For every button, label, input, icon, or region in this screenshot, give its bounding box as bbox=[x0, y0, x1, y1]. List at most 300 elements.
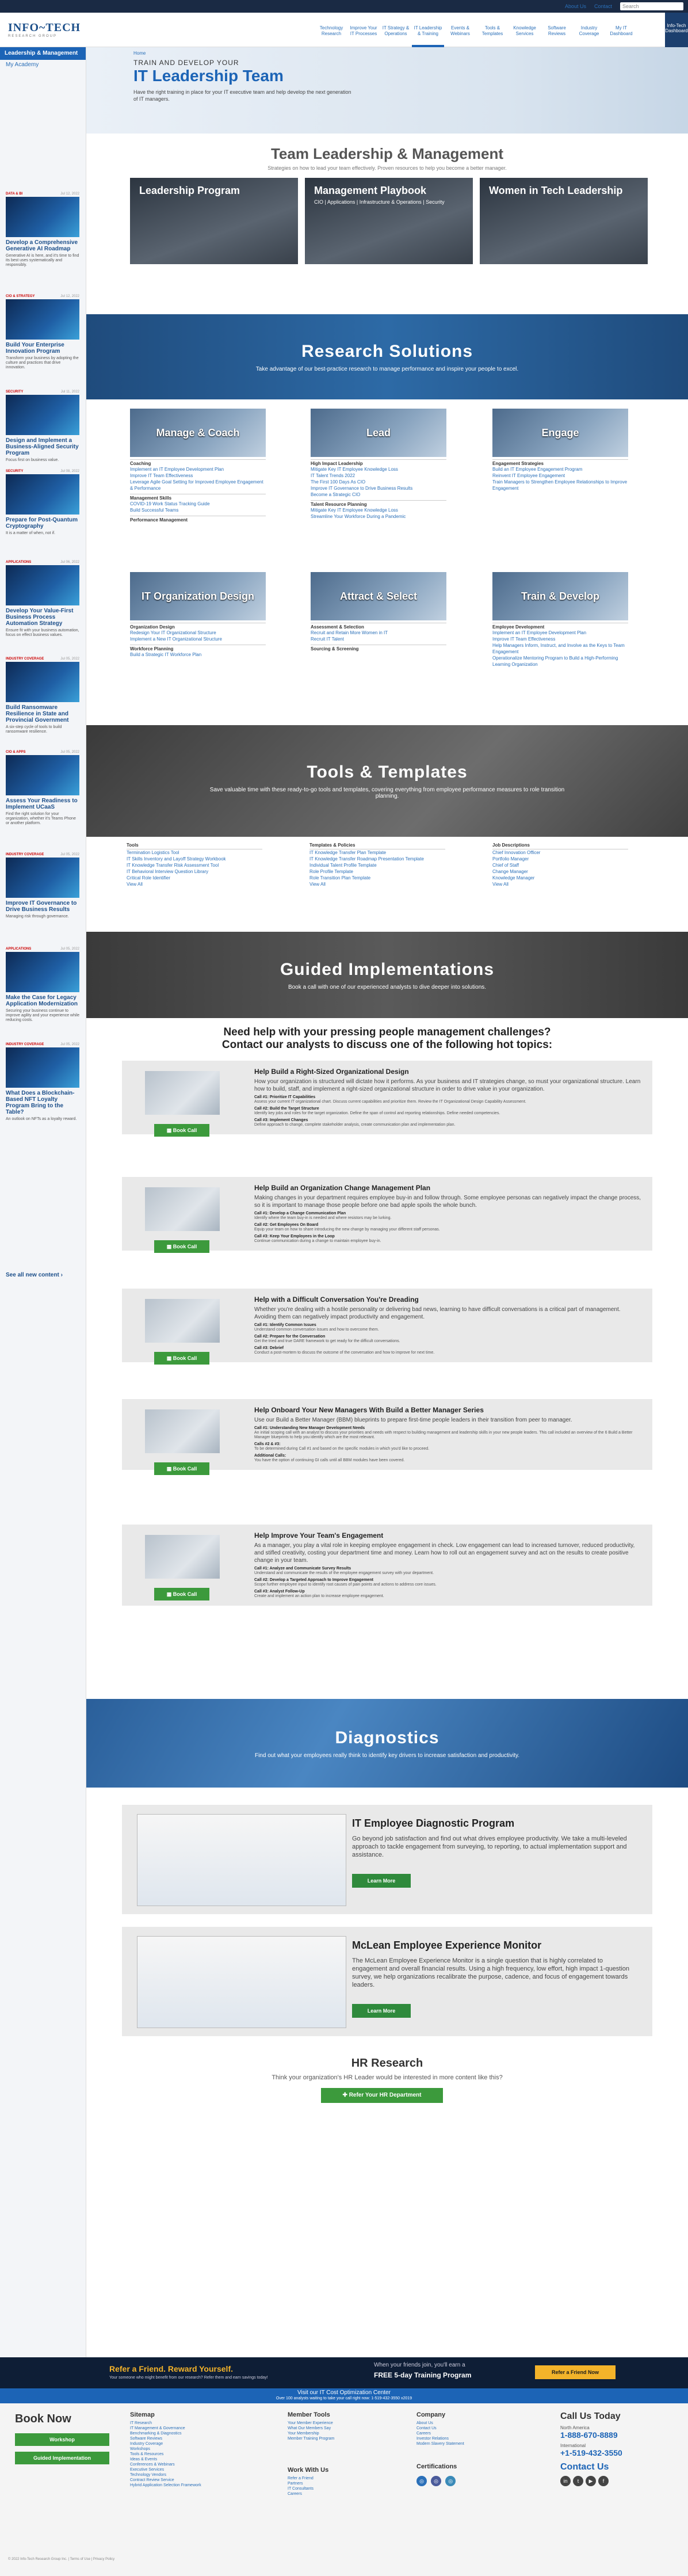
card-meta bbox=[6, 192, 79, 196]
research-block-title[interactable]: Lead bbox=[311, 409, 446, 457]
research-link[interactable]: Build a Strategic IT Workforce Plan bbox=[130, 652, 202, 657]
nav-item[interactable]: Industry Coverage bbox=[579, 25, 599, 36]
footer-work-link[interactable]: Refer a Friend bbox=[288, 2476, 314, 2480]
card-tag: CIO & APPS bbox=[6, 750, 26, 754]
tools-link[interactable]: IT Knowledge Transfer Roadmap Presentation Template bbox=[309, 856, 424, 862]
research-group-heading: Engagement Strategies bbox=[492, 459, 628, 466]
card-title[interactable]: Develop Your Value-First Business Process Automation Strategy bbox=[6, 608, 74, 627]
tools-link[interactable]: IT Skills Inventory and Layoff Strategy Workbook bbox=[127, 856, 226, 862]
phone-intl-link[interactable]: +1-519-432-3550 bbox=[560, 2448, 622, 2457]
footer-company-link[interactable]: Contact Us bbox=[416, 2426, 437, 2430]
logo[interactable]: INFO~TECH RESEARCH GROUP bbox=[8, 21, 81, 38]
footer-member-tools: Member Tools Your Member Experience What Our Members Say Your Membership Member Training Program bbox=[288, 2411, 335, 2441]
about-link[interactable]: About Us bbox=[564, 3, 586, 9]
sidebar-card[interactable] bbox=[6, 657, 79, 734]
research-group-heading: Assessment & Selection bbox=[311, 623, 446, 630]
tools-column bbox=[492, 843, 628, 887]
nav-item[interactable]: IT Strategy & Operations bbox=[382, 25, 410, 36]
tools-link[interactable]: Individual Talent Profile Template bbox=[309, 863, 377, 868]
sidebar-card[interactable] bbox=[6, 295, 79, 370]
guided-card-title: Help Build a Right-Sized Organizational Design bbox=[254, 1068, 409, 1076]
book-call-button[interactable] bbox=[154, 1462, 209, 1475]
team-leadership-section bbox=[86, 134, 688, 314]
refer-banner bbox=[0, 2357, 688, 2388]
guided-card-description: Making changes in your department requires employee buy-in and follow through. Some employee personas can negatively impact the change process, so it is important to manage those people before one bad apple spoils the whole bunch. bbox=[254, 1195, 641, 1209]
card-thumbnail[interactable] bbox=[6, 952, 79, 992]
guided-call-title: Call #3: Keep Your Employees in the Loop bbox=[254, 1234, 335, 1239]
hero-kicker: TRAIN AND DEVELOP YOUR bbox=[133, 59, 239, 67]
card-meta bbox=[6, 750, 79, 754]
card-title[interactable]: Design and Implement a Business-Aligned Security Program bbox=[6, 437, 79, 456]
research-link[interactable]: Become a Strategic CIO bbox=[311, 492, 361, 497]
guided-call-title: Call #1: Prioritize IT Capabilities bbox=[254, 1095, 316, 1099]
footer-certifications: Certifications ◎ ◎ ◎ bbox=[416, 2463, 458, 2486]
section-title: Guided Implementations bbox=[280, 959, 495, 979]
card-title[interactable]: Develop a Comprehensive Generative AI Roadmap bbox=[6, 239, 78, 252]
guided-call bbox=[254, 1107, 643, 1116]
youtube-icon[interactable]: ▶ bbox=[586, 2476, 596, 2486]
contact-link[interactable]: Contact bbox=[594, 3, 612, 9]
card-thumbnail[interactable] bbox=[6, 1047, 79, 1088]
footer-sitemap-link[interactable]: Industry Coverage bbox=[130, 2442, 163, 2446]
linkedin-icon[interactable]: in bbox=[560, 2476, 571, 2486]
certification-badge-icon: ◎ bbox=[431, 2476, 441, 2486]
tools-link[interactable]: View All bbox=[309, 882, 326, 887]
card-tag: INDUSTRY COVERAGE bbox=[6, 853, 44, 856]
footer-call-us: Call Us Today North America 1-888-670-8889 International +1-519-432-3550 Contact Us in t ▶ f bbox=[560, 2411, 658, 2486]
sidebar-card[interactable] bbox=[6, 390, 79, 463]
book-call-button[interactable] bbox=[154, 1352, 209, 1365]
footer-company-link[interactable]: Modern Slavery Statement bbox=[416, 2442, 464, 2446]
guided-call-desc: An initial scoping call with an analyst to discuss your priorities and needs with respect to building management and leadership skills in your new people leaders. This call included an overview of the 6 Build a Better Manager blueprints to help you identify which are the most relevant. bbox=[254, 1431, 633, 1439]
nav-item[interactable]: IT Leadership & Training bbox=[412, 13, 444, 47]
footer-work-link[interactable]: IT Consultants bbox=[288, 2487, 314, 2491]
footer-work-with-us: Work With Us Refer a Friend Partners IT Consultants Careers bbox=[288, 2467, 329, 2496]
card-tag: INDUSTRY COVERAGE bbox=[6, 657, 44, 661]
guided-card-image bbox=[145, 1071, 220, 1115]
nav-item[interactable]: Events & Webinars bbox=[450, 25, 470, 36]
card-description: Transform your business by adopting the culture and practices that drive innovation. bbox=[6, 356, 79, 369]
footer-member-link[interactable]: Member Training Program bbox=[288, 2437, 335, 2441]
guided-call bbox=[254, 1454, 643, 1463]
footer-work-link[interactable]: Careers bbox=[288, 2492, 302, 2496]
guided-call-title: Call #1: Develop a Change Communication Plan bbox=[254, 1211, 346, 1215]
guided-card-image bbox=[145, 1535, 220, 1579]
guided-call-desc: Create and implement an action plan to increase employee engagement. bbox=[254, 1594, 384, 1598]
card-thumbnail[interactable] bbox=[6, 565, 79, 605]
research-link[interactable]: Recruit and Retain More Women in IT bbox=[311, 630, 388, 635]
guided-call bbox=[254, 1323, 643, 1332]
research-link[interactable]: Mitigate Key IT Employee Knowledge Loss bbox=[311, 467, 398, 472]
refer-reward: FREE 5-day Training Program bbox=[374, 2371, 472, 2379]
nav-item[interactable]: Technology Research bbox=[319, 25, 343, 36]
research-group-heading: Organization Design bbox=[130, 623, 266, 630]
tools-link[interactable]: Chief of Staff bbox=[492, 863, 519, 868]
tools-link[interactable]: IT Knowledge Transfer Risk Assessment Tool bbox=[127, 863, 219, 868]
calendar-icon: ▦ bbox=[166, 1355, 173, 1361]
guided-call bbox=[254, 1234, 643, 1244]
guided-call bbox=[254, 1426, 643, 1440]
guided-card-description: Whether you're dealing with a hostile personality or delivering bad news, learning to have difficult conversations is a critical part of management. Avoiding them can negatively impact productivity and engagement. bbox=[254, 1306, 621, 1320]
sidebar-card[interactable] bbox=[6, 947, 79, 1023]
research-block-title[interactable]: Manage & Coach bbox=[130, 409, 266, 457]
section-subtitle: Take advantage of our best-practice research to manage performance and inspire your people to excel. bbox=[255, 365, 519, 372]
guided-call-desc: Equip your team on how to share introducing the new change by managing your different staff personas. bbox=[254, 1228, 440, 1232]
program-card[interactable] bbox=[480, 178, 648, 264]
card-tag: DATA & BI bbox=[6, 192, 23, 196]
research-block-title[interactable]: Train & Develop bbox=[492, 572, 628, 620]
card-meta bbox=[6, 390, 79, 394]
research-group-heading: Talent Resource Planning bbox=[311, 500, 446, 507]
footer-company: Company About Us Contact Us Careers Investor Relations Modern Slavery Statement bbox=[416, 2411, 464, 2446]
footer-guided-button[interactable]: Guided Implementation bbox=[15, 2452, 109, 2464]
card-thumbnail[interactable] bbox=[6, 197, 79, 237]
diagnostics-banner bbox=[86, 1699, 688, 1788]
footer-sitemap-link[interactable]: Software Reviews bbox=[130, 2437, 163, 2441]
hero bbox=[86, 47, 688, 134]
guided-call-desc: To be determined during Call #1 and based on the specific modules in which you'd like to proceed. bbox=[254, 1447, 430, 1451]
guided-call-title: Call #3: Analyst Follow-Up bbox=[254, 1590, 305, 1594]
tools-link[interactable]: Critical Role Identifier bbox=[127, 875, 171, 881]
card-meta bbox=[6, 947, 79, 951]
footer-sitemap-link[interactable]: Tools & Resources bbox=[130, 2452, 164, 2456]
guided-call-title: Call #2: Develop a Targeted Approach to Improve Engagement bbox=[254, 1578, 373, 1582]
footer-book-now: Book Now bbox=[15, 2413, 71, 2425]
tools-link[interactable]: View All bbox=[492, 882, 509, 887]
guided-call bbox=[254, 1335, 643, 1344]
guided-call-desc: Define approach to change, complete stakeholder analysis, create communication plan and implementation plan. bbox=[254, 1123, 456, 1127]
research-link[interactable]: The First 100 Days As CIO bbox=[311, 479, 366, 485]
card-meta bbox=[6, 1043, 79, 1046]
research-block bbox=[311, 409, 446, 520]
tools-link[interactable]: Knowledge Manager bbox=[492, 875, 535, 881]
card-tag: SECURITY bbox=[6, 390, 24, 394]
certification-badge-icon: ◎ bbox=[445, 2476, 456, 2486]
footer-sitemap-link[interactable]: Ideas & Events bbox=[130, 2457, 158, 2461]
refer-earn: When your friends join, you'll earn a bbox=[374, 2362, 465, 2368]
card-date: Jul 05, 2022 bbox=[60, 1043, 79, 1046]
tools-link[interactable]: Change Manager bbox=[492, 869, 528, 874]
research-link[interactable]: IT Talent Trends 2022 bbox=[311, 473, 356, 478]
research-block-title[interactable]: Attract & Select bbox=[311, 572, 446, 620]
tools-templates-banner bbox=[86, 725, 688, 837]
sidebar-title[interactable]: Leadership & Management bbox=[0, 47, 86, 60]
card-date: Jul 11, 2022 bbox=[60, 390, 79, 394]
calendar-icon: ▦ bbox=[166, 1591, 173, 1597]
footer-member-link[interactable]: Your Membership bbox=[288, 2432, 319, 2436]
research-link[interactable]: Reinvent IT Employee Engagement bbox=[492, 473, 565, 478]
diagnostic-card bbox=[122, 1805, 652, 1914]
copyright: © 2022 Info-Tech Research Group Inc. | Terms of Use | Privacy Policy bbox=[8, 2558, 115, 2561]
diagnostics-list bbox=[86, 1788, 688, 2162]
card-title[interactable]: Assess Your Readiness to Implement UCaaS bbox=[6, 798, 78, 810]
research-link[interactable]: Build an IT Employee Engagement Program bbox=[492, 467, 583, 472]
guided-card-title: Help with a Difficult Conversation You're Dreading bbox=[254, 1295, 419, 1304]
card-title[interactable]: What Does a Blockchain-Based NFT Loyalty Program Bring to the Table? bbox=[6, 1090, 75, 1115]
sidebar-card[interactable] bbox=[6, 470, 79, 536]
research-block bbox=[130, 409, 266, 523]
facebook-icon[interactable]: f bbox=[598, 2476, 609, 2486]
search-input[interactable]: Search bbox=[620, 2, 683, 10]
guided-call-title: Call #1: Understanding New Manager Development Needs bbox=[254, 1426, 365, 1430]
visit-banner[interactable]: Visit our IT Cost Optimization Center Over 100 analysts waiting to take your call right now: 1-519-432-3550 x2019 bbox=[0, 2388, 688, 2403]
nav-item[interactable]: Software Reviews bbox=[548, 25, 566, 36]
card-description: An outlook on NFTs as a loyalty reward. bbox=[6, 1117, 77, 1121]
guided-call-desc: Identify key jobs and roles for the target organization. Define the span of control and reporting relationships. Define needed competencies. bbox=[254, 1111, 500, 1115]
footer-company-link[interactable]: Careers bbox=[416, 2432, 431, 2436]
program-card-title: Management Playbook bbox=[314, 185, 427, 196]
card-date: Jul 12, 2022 bbox=[60, 295, 79, 298]
sidebar-card[interactable] bbox=[6, 1043, 79, 1122]
phone-link[interactable]: 1-888-670-8889 bbox=[560, 2430, 618, 2440]
card-description: It is a matter of when, not if. bbox=[6, 531, 55, 535]
book-call-label: Book Call bbox=[173, 1244, 197, 1249]
guided-call-desc: Understand common conversation issues and how to overcome them. bbox=[254, 1328, 379, 1332]
tools-link[interactable]: Termination Logistics Tool bbox=[127, 850, 179, 855]
footer-work-link[interactable]: Partners bbox=[288, 2482, 303, 2486]
guided-card-description: Use our Build a Better Manager (BBM) blueprints to prepare first-time people leaders in their transition from peer to manager. bbox=[254, 1417, 572, 1423]
card-date: Jul 05, 2022 bbox=[60, 750, 79, 754]
twitter-icon[interactable]: t bbox=[573, 2476, 583, 2486]
research-block-title[interactable]: IT Organization Design bbox=[130, 572, 266, 620]
footer-sitemap-link[interactable]: Benchmarking & Diagnostics bbox=[130, 2432, 182, 2436]
card-thumbnail[interactable] bbox=[6, 474, 79, 515]
research-group-heading: Sourcing & Screening bbox=[311, 645, 446, 651]
guided-call bbox=[254, 1223, 643, 1232]
book-call-button[interactable] bbox=[154, 1588, 209, 1601]
tools-link[interactable]: View All bbox=[127, 882, 143, 887]
book-call-button[interactable] bbox=[154, 1240, 209, 1253]
guided-call-title: Call #1: Analyze and Communicate Survey Results bbox=[254, 1567, 351, 1571]
refer-friend-button[interactable]: Refer a Friend Now bbox=[535, 2365, 616, 2379]
guided-call-title: Calls #2 & #3: bbox=[254, 1442, 281, 1446]
contact-us-link[interactable]: Contact Us bbox=[560, 2462, 609, 2472]
research-solutions-grid bbox=[86, 399, 688, 725]
hot-topics-heading-2: Contact our analysts to discuss one of the following hot topics: bbox=[221, 1039, 553, 1051]
nav-item[interactable]: Knowledge Services bbox=[513, 25, 536, 36]
research-link[interactable]: Mitigate Key IT Employee Knowledge Loss bbox=[311, 508, 398, 513]
guided-call-title: Call #2: Prepare for the Conversation bbox=[254, 1335, 326, 1339]
card-title[interactable]: Make the Case for Legacy Application Modernization bbox=[6, 994, 78, 1007]
card-date: Jul 08, 2022 bbox=[60, 470, 79, 473]
section-title: Diagnostics bbox=[335, 1728, 439, 1747]
card-title[interactable]: Build Your Enterprise Innovation Program bbox=[6, 342, 64, 355]
section-subtitle: Save valuable time with these ready-to-go tools and templates, covering everything from employee performance measures to role transition planning. bbox=[209, 787, 565, 799]
card-thumbnail[interactable] bbox=[6, 662, 79, 702]
guided-call bbox=[254, 1118, 643, 1127]
footer-company-link[interactable]: About Us bbox=[416, 2421, 433, 2425]
sidebar-card[interactable] bbox=[6, 192, 79, 268]
card-description: Find the right solution for your organization, whether it's Teams Phone or another platform. bbox=[6, 812, 76, 825]
guided-call-desc: Assess your current IT organizational chart. Discuss current capabilities and prioritize them. Review the IT Organizational Design Capability Assessment. bbox=[254, 1100, 526, 1104]
footer-sitemap-link[interactable]: Workshops bbox=[130, 2447, 150, 2451]
guided-call-desc: Conduct a post-mortem to discuss the outcome of the conversation and how to improve for next time. bbox=[254, 1351, 435, 1355]
research-link[interactable]: Improve IT Governance to Drive Business Results bbox=[311, 486, 413, 491]
footer-sitemap-link[interactable]: IT Management & Governance bbox=[130, 2426, 185, 2430]
guided-card bbox=[122, 1289, 652, 1362]
guided-call-title: Call #3: Debrief bbox=[254, 1346, 284, 1350]
card-tag: APPLICATIONS bbox=[6, 561, 32, 564]
footer-member-link[interactable]: What Our Members Say bbox=[288, 2426, 331, 2430]
guided-call bbox=[254, 1095, 643, 1104]
nav-item[interactable]: Tools & Templates bbox=[481, 25, 503, 36]
research-link[interactable]: Leverage Agile Goal Setting for Improved Employee Engagement & Performance bbox=[130, 479, 263, 491]
tools-link[interactable]: Role Transition Plan Template bbox=[309, 875, 371, 881]
sidebar-card[interactable] bbox=[6, 561, 79, 638]
card-title[interactable]: Build Ransomware Resilience in State and Provincial Government bbox=[6, 704, 69, 723]
footer-sitemap-link[interactable]: Executive Services bbox=[130, 2468, 165, 2472]
book-call-button[interactable] bbox=[154, 1124, 209, 1137]
card-meta bbox=[6, 561, 79, 564]
guided-card bbox=[122, 1525, 652, 1606]
nav-item[interactable]: Improve Your IT Processes bbox=[350, 25, 377, 36]
research-solutions-banner bbox=[86, 314, 688, 399]
research-link[interactable]: Build Successful Teams bbox=[130, 508, 179, 513]
diagnostic-title: IT Employee Diagnostic Program bbox=[352, 1817, 515, 1829]
tools-link[interactable]: Chief Innovation Officer bbox=[492, 850, 541, 855]
tools-column bbox=[309, 843, 445, 887]
diagnostic-card bbox=[122, 1927, 652, 2036]
tools-column-heading: Templates & Policies bbox=[309, 843, 445, 849]
guided-card-title: Help Improve Your Team's Engagement bbox=[254, 1531, 384, 1539]
card-meta bbox=[6, 853, 79, 856]
footer-sitemap-link[interactable]: Technology Vendors bbox=[130, 2473, 167, 2477]
research-link[interactable]: Recruit IT Talent bbox=[311, 637, 344, 642]
card-title[interactable]: Prepare for Post-Quantum Cryptography bbox=[6, 517, 78, 529]
footer-sitemap-link[interactable]: Contract Review Service bbox=[130, 2478, 174, 2482]
card-thumbnail[interactable] bbox=[6, 299, 79, 340]
research-group-heading: Employee Development bbox=[492, 623, 628, 630]
tools-link[interactable]: IT Knowledge Transfer Plan Template bbox=[309, 850, 387, 855]
nav-item[interactable]: My IT Dashboard bbox=[610, 25, 633, 36]
guided-card-image bbox=[145, 1299, 220, 1343]
program-card[interactable] bbox=[305, 178, 473, 264]
guided-call-title: Call #3: Implement Changes bbox=[254, 1118, 308, 1122]
hr-research-title: HR Research bbox=[351, 2057, 423, 2070]
certification-badge-icon: ◎ bbox=[416, 2476, 427, 2486]
section-subtitle: Book a call with one of our experienced analysts to dive deeper into solutions. bbox=[288, 984, 487, 990]
sidebar-my-academy[interactable]: My Academy bbox=[6, 62, 39, 68]
page-title: IT Leadership Team bbox=[133, 67, 284, 85]
guided-card bbox=[122, 1061, 652, 1134]
sidebar-card[interactable] bbox=[6, 853, 79, 919]
tools-link[interactable]: IT Behavioral Interview Question Library bbox=[127, 869, 209, 874]
card-date: Jul 05, 2022 bbox=[60, 853, 79, 856]
footer bbox=[0, 2403, 688, 2576]
program-card-title: Leadership Program bbox=[139, 185, 240, 196]
research-block bbox=[492, 409, 628, 491]
hr-research-sub: Think your organization's HR Leader would be interested in more content like this? bbox=[272, 2074, 503, 2081]
dashboard-login-button[interactable]: Info-Tech Dashboard bbox=[665, 13, 688, 47]
guided-card-image bbox=[145, 1409, 220, 1453]
card-tag: INDUSTRY COVERAGE bbox=[6, 1043, 44, 1046]
tools-link[interactable]: Role Profile Template bbox=[309, 869, 353, 874]
guided-call-desc: You have the option of continuing GI calls until all BBM modules have been covered. bbox=[254, 1458, 405, 1462]
see-all-new-content-link[interactable]: See all new content › bbox=[6, 1272, 63, 1278]
research-link[interactable]: Improve IT Team Effectiveness bbox=[492, 637, 556, 642]
card-thumbnail[interactable] bbox=[6, 395, 79, 435]
main-nav bbox=[315, 13, 637, 47]
guided-card-title: Help Build an Organization Change Management Plan bbox=[254, 1184, 431, 1192]
research-link[interactable]: Streamline Your Workforce During a Pandemic bbox=[311, 514, 406, 519]
research-block bbox=[130, 572, 266, 658]
card-thumbnail[interactable] bbox=[6, 858, 79, 898]
footer-member-link[interactable]: Your Member Experience bbox=[288, 2421, 333, 2425]
refer-title: Refer a Friend. Reward Yourself. bbox=[109, 2364, 233, 2373]
tools-column-heading: Tools bbox=[127, 843, 262, 849]
guided-call-desc: Identify where the team buy-in is needed and where resistors may be lurking. bbox=[254, 1216, 392, 1220]
research-link[interactable]: Operationalize Mentoring Program to Build a High-Performing Learning Organization bbox=[492, 656, 618, 667]
learn-more-button[interactable]: Learn More bbox=[352, 2004, 411, 2018]
section-title: Team Leadership & Management bbox=[270, 145, 504, 162]
tools-column bbox=[127, 843, 262, 887]
research-link[interactable]: Train Managers to Strengthen Employee Relationships to Improve Engagement bbox=[492, 479, 628, 491]
breadcrumb[interactable]: Home bbox=[133, 51, 146, 56]
research-link[interactable]: Improve IT Team Effectiveness bbox=[130, 473, 193, 478]
card-description: Securing your business continue to improve agility and your experience while reducing costs. bbox=[6, 1009, 80, 1022]
guided-implementations-banner bbox=[86, 932, 688, 1018]
card-tag: APPLICATIONS bbox=[6, 947, 32, 951]
research-group-heading: Workforce Planning bbox=[130, 645, 266, 651]
card-date: Jul 05, 2022 bbox=[60, 947, 79, 951]
research-link[interactable]: Implement an IT Employee Development Plan bbox=[492, 630, 587, 635]
research-block bbox=[492, 572, 628, 668]
footer-sitemap: Sitemap IT Research IT Management & Governance Benchmarking & Diagnostics Software Reviews Industry Coverage Workshops Tools & Resources Ideas & Events Conferences & Webinars Executive Services Technology Vendors Contract Review Service Hybrid Application Selection Framework bbox=[130, 2411, 201, 2487]
section-title: Research Solutions bbox=[301, 341, 473, 361]
diagnostic-description: The McLean Employee Experience Monitor is a single question that is highly correlated to engagement and overall financial results. Using a high frequency, low effort, high impact 1-question survey, we help organizations recalibrate the purpose, cadence, and focus of engagement towards leaders. bbox=[352, 1957, 630, 1988]
section-title: Tools & Templates bbox=[307, 763, 468, 782]
card-description: Focus first on business value. bbox=[6, 458, 59, 462]
hot-topics-heading-1: Need help with your pressing people management challenges? bbox=[223, 1026, 551, 1038]
book-call-label: Book Call bbox=[173, 1466, 197, 1472]
research-link[interactable]: Help Managers Inform, Instruct, and Involve as the Keys to Team Engagement bbox=[492, 643, 625, 654]
guided-call-desc: Get the tried and true DARE framework to get ready for the difficult conversations. bbox=[254, 1339, 400, 1343]
research-link[interactable]: COVID-19 Work Status Tracking Guide bbox=[130, 501, 210, 506]
footer-company-link[interactable]: Investor Relations bbox=[416, 2437, 449, 2441]
footer-sitemap-link[interactable]: Conferences & Webinars bbox=[130, 2463, 175, 2467]
refer-hr-button[interactable]: ✚ Refer Your HR Department bbox=[321, 2088, 443, 2103]
diagnostic-title: McLean Employee Experience Monitor bbox=[352, 1939, 542, 1951]
guided-call bbox=[254, 1346, 643, 1355]
guided-implementations-list bbox=[86, 1018, 688, 1699]
research-block-title[interactable]: Engage bbox=[492, 409, 628, 457]
card-description: Generative AI is here, and it's time to find its best uses systematically and responsibly. bbox=[6, 254, 79, 267]
refer-desc: Your someone who might benefit from our research? Refer them and earn savings today! bbox=[109, 2376, 268, 2380]
card-thumbnail[interactable] bbox=[6, 755, 79, 795]
research-link[interactable]: Redesign Your IT Organizational Structure bbox=[130, 630, 216, 635]
calendar-icon: ▦ bbox=[166, 1466, 173, 1472]
program-card[interactable] bbox=[130, 178, 298, 264]
footer-workshop-button[interactable]: Workshop bbox=[15, 2433, 109, 2446]
guided-call bbox=[254, 1578, 643, 1587]
research-link[interactable]: Implement an IT Employee Development Plan bbox=[130, 467, 224, 472]
sidebar bbox=[0, 47, 86, 2357]
tools-link[interactable]: Portfolio Manager bbox=[492, 856, 529, 862]
hero-description: Have the right training in place for your IT executive team and help develop the next generation of IT managers. bbox=[133, 89, 351, 102]
research-group-heading: Coaching bbox=[130, 459, 266, 466]
book-call-label: Book Call bbox=[173, 1127, 197, 1133]
guided-card-description: As a manager, you play a vital role in keeping employee engagement in check. Low engagement can lead to increased turnover, reduced productivity, and stifled creativity, costing your department time and money. Learn how to roll out an engagement survey and act on the results to create positive change in your team. bbox=[254, 1542, 635, 1564]
book-call-label: Book Call bbox=[173, 1591, 197, 1597]
footer-sitemap-link[interactable]: Hybrid Application Selection Framework bbox=[130, 2483, 201, 2487]
main-header bbox=[0, 13, 688, 47]
learn-more-button[interactable]: Learn More bbox=[352, 1874, 411, 1888]
guided-call-desc: Scope further employee input to identify root causes of pain points and actions to address core issues. bbox=[254, 1583, 437, 1587]
footer-sitemap-link[interactable]: IT Research bbox=[130, 2421, 152, 2425]
research-link[interactable]: Implement a New IT Organizational Structure bbox=[130, 637, 222, 642]
card-title[interactable]: Improve IT Governance to Drive Business Results bbox=[6, 900, 77, 913]
sidebar-card[interactable] bbox=[6, 750, 79, 826]
